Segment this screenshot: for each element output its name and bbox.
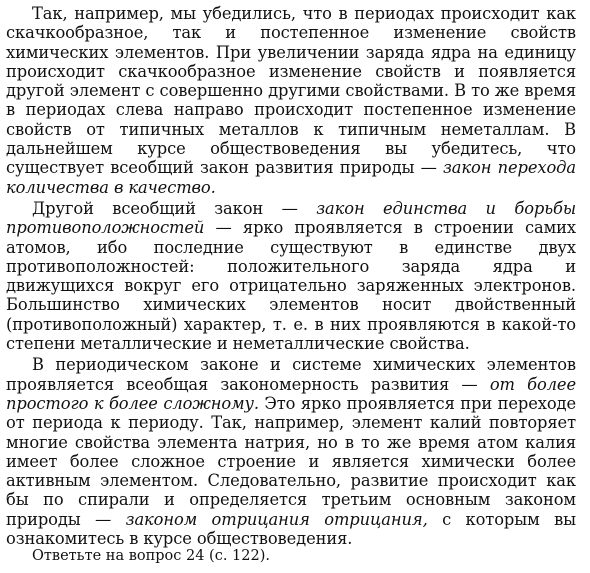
paragraph-text: Так, например, мы убедились, что в периодах происходит как скачкообразное, так и постепенное изменение свойств химических элементов. При увеличении заряда ядра на единицу происходит скачкообразное изменение свойств и появляется другой элемент с совершенно другими свойствами. В то же время в периодах слева направо происходит постепенное изменение свойств от типичных металлов к типичным неметаллам. В дальнейшем курсе обществоведения вы убедитесь, что существует всеобщий закон развития природы —: [6, 4, 576, 178]
paragraph-negation-of-negation: [6, 355, 576, 548]
paragraph-text: Другой всеобщий закон —: [32, 198, 317, 218]
paragraph-text: Это ярко проявляется при переходе от периода к периоду. Так, например, элемент калий повторяет многие свойства элемента натрия, но в то же время атом калия имеет более сложное строение и является химически более активным элементом. Следовательно, развитие происходит как бы по спирали и определяется третьим основным законом природы —: [6, 393, 576, 529]
paragraph-emphasis: закон единства и борьбы противоположностей: [6, 198, 576, 238]
paragraph-quantity-quality: [6, 4, 576, 197]
paragraph-text: В периодическом законе и системе химических элементов проявляется всеобщая закономерность развития —: [6, 355, 576, 394]
paragraph-emphasis: от более простого к более сложному.: [6, 374, 577, 413]
paragraph-unity-of-opposites: [6, 199, 576, 353]
paragraph-emphasis: законом отрицания отрицания,: [125, 509, 428, 529]
review-question: Ответьте на вопрос 24 (с. 122).: [32, 548, 270, 564]
paragraph-text: — ярко проявляется в строении самих атомов, ибо последние существуют в единстве двух противоположностей: положительного заряда ядра и движущихся вокруг его отрицательно заряженных электронов. Большинство химических элементов носит двойственный (противоположный) характер, т. е. в них проявляются в какой-то степени металлические и неметаллические свойства.: [6, 218, 576, 354]
paragraph-text: с которым вы ознакомитесь в курсе обществоведения.: [6, 509, 577, 549]
paragraph-emphasis: закон перехода количества в качество.: [6, 158, 576, 197]
